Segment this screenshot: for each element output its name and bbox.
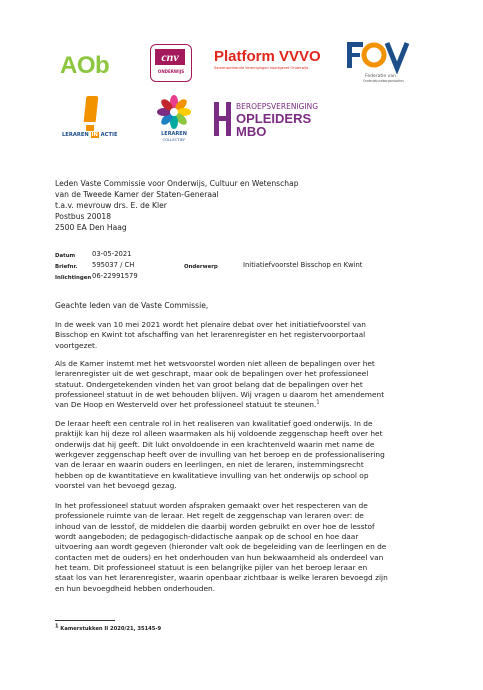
address-line: Leden Vaste Commissie voor Onderwijs, Cultuur en Wetenschap — [55, 179, 299, 188]
aob-logo: AOb — [60, 52, 110, 79]
address-line: t.a.v. mevrouw drs. E. de Kler — [55, 201, 167, 210]
cnv-sub: ONDERWIJS — [157, 69, 185, 74]
paragraph: In het professioneel statuut worden afspraken gemaakt over het respecteren van de professionele ruimte van de leraar. Het regelt de zeggenschap van leraren over: de inhoud van de lesstof, de middelen die daarbij worden gebruikt en over hoe de lesstof wordt aangeboden; de pedagogisch-didactische aanpak op de school en hoe daar uitvoering aan wordt gegeven (hieronder valt ook de begeleiding van de leerlingen en de contacten met de ouders) en het onderhouden van hun bekwaamheid als onderdeel van het team. Dit professioneel statuut is een belangrijke pijler van het beroep leraar en staat los van het lerarenregister, waarin openbaar zichtbaar is welke leraren bevoegd zijn en hun bevoegdheid hebben onderhouden. — [55, 501, 388, 593]
pvo-title: Platform VVVO — [214, 48, 321, 65]
footnote: $^1$ Kamerstukken II 2020/21, 35145-9 — [55, 623, 162, 632]
bvmbo-line2: OPLEIDERS — [236, 111, 312, 126]
salutation: Geachte leden van de Vaste Commissie, — [55, 301, 209, 310]
bvmbo-mark-icon — [214, 102, 232, 136]
exclamation-dot-icon — [86, 125, 94, 131]
pvo-sub: Samenwerkende Verenigingen Voortgezet Onderwijs — [214, 66, 309, 70]
info-label: Inlichtingen — [55, 275, 92, 281]
fov-line2: Onderwijsvakorganisaties — [363, 79, 404, 83]
address-line: 2500 EA Den Haag — [55, 223, 127, 232]
brief-value: 595037 / CH — [92, 261, 135, 269]
address-line: van de Tweede Kamer der Staten-Generaal — [55, 190, 219, 199]
flower-icon — [152, 94, 196, 130]
cnv-onderwijs-logo — [150, 44, 192, 82]
fov-line1: Federatie van — [365, 74, 396, 79]
bvmbo-line1: BEROEPSVERENIGING — [236, 102, 319, 111]
lc-line1: LERAREN — [161, 131, 187, 137]
info-value: 06-22991579 — [92, 272, 138, 280]
paragraph: De leraar heeft een centrale rol in het realiseren van kwalitatief goed onderwijs. In de praktijk kan hij deze rol alleen waarmaken als hij voldoende zeggenschap heeft over het onderwijs dat hij geeft. Dit lukt onvoldoende in een krachtenveld waarin met name de werkgever zeggenschap heeft over de invulling van het beroep en de professionalisering van de leraar en waarin ouders en leerlingen, en niet de leraren, instemmingsrecht hebben op de kwantitatieve en kwalitatieve invulling van het onderwijs op school op voorstel van het bevoegd gezag. — [55, 419, 385, 491]
exclamation-icon — [84, 96, 99, 122]
footnote-ref: 1 — [316, 399, 320, 406]
bvmbo-logo — [214, 102, 334, 138]
cnv-mark: cnv — [155, 49, 185, 65]
bvmbo-line3: MBO — [236, 124, 267, 139]
brief-label: Briefnr. — [55, 264, 78, 270]
leraren-in-actie-logo — [62, 96, 124, 142]
address-line: Postbus 20018 — [55, 212, 112, 221]
fov-mark-icon — [345, 40, 425, 74]
datum-label: Datum — [55, 253, 76, 259]
footnote-divider — [55, 620, 115, 621]
platform-vvvo-logo — [214, 48, 332, 78]
fov-logo — [345, 40, 425, 84]
paragraph: Als de Kamer instemt met het wetsvoorstel worden niet alleen de bepalingen over het lerarenregister uit de wet geschrapt, maar ook de bepalingen over het professioneel statuut. Ondergetekenden vinden het van groot belang dat de bepalingen over het professioneel statuut in de wet behouden blijven. Wij vragen u daarom het amendement van De Hoop en Westerveld over het professioneel statuut te steunen.$^1$ — [55, 359, 385, 410]
leraren-in-actie-text: LERAREN IN ACTIE — [62, 132, 118, 138]
paragraph: In de week van 10 mei 2021 wordt het plenaire debat over het initiatiefvoorstel van Bisschop en Kwint tot afschaffing van het lerarenregister en het registervoorportaal voortgezet. — [55, 320, 366, 350]
lerarencollectief-logo — [152, 94, 196, 144]
datum-value: 03-05-2021 — [92, 250, 132, 258]
onderwerp-value: Initiatiefvoorstel Bisschop en Kwint — [243, 261, 363, 269]
onderwerp-label: Onderwerp — [184, 264, 218, 270]
address-block — [55, 178, 299, 233]
lc-line2: COLLECTIEF — [162, 137, 186, 142]
